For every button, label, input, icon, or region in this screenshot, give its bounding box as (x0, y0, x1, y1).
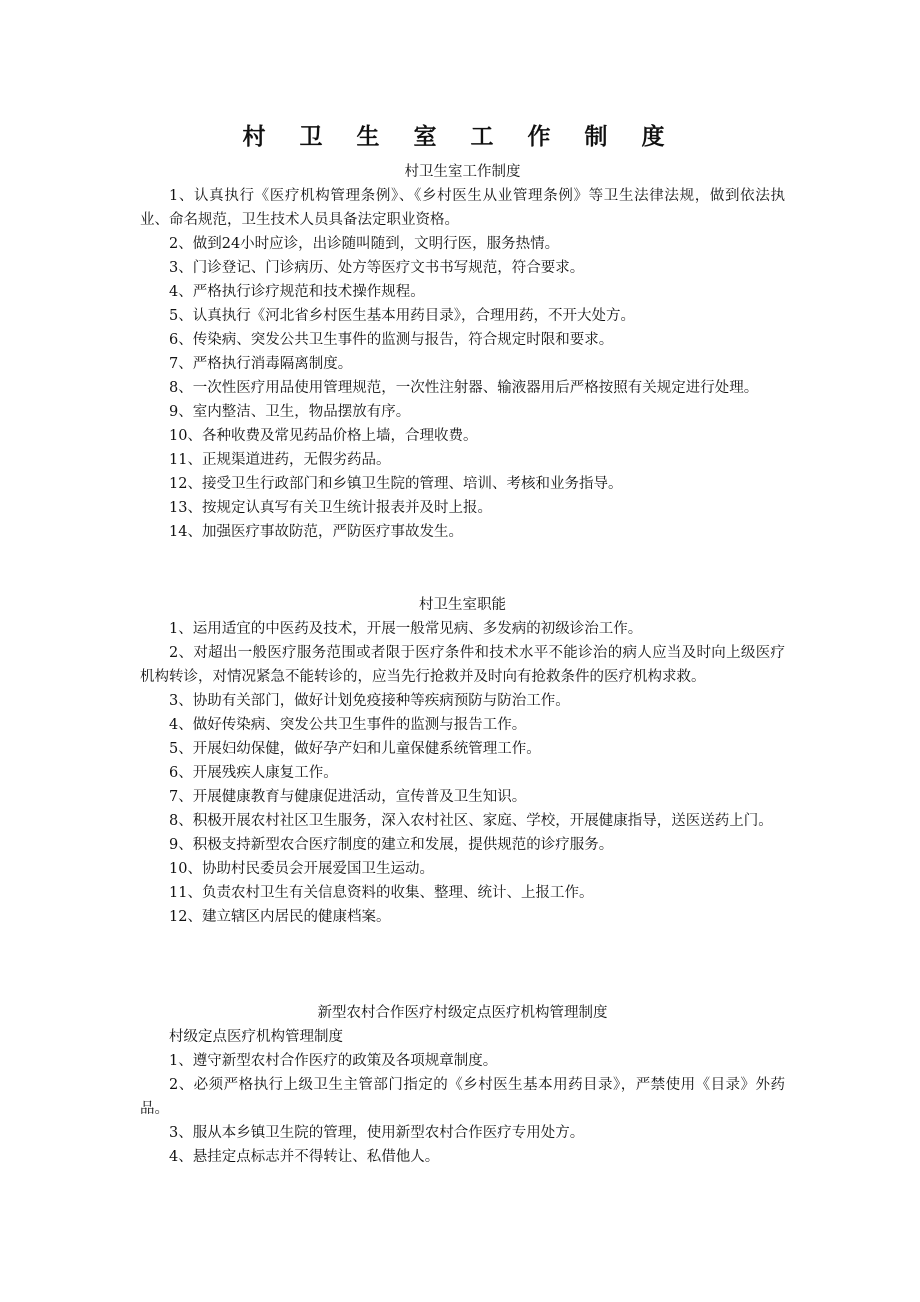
list-item: 3、门诊登记、门诊病历、处方等医疗文书书写规范，符合要求。 (169, 260, 585, 276)
section-functions (140, 593, 785, 929)
list-item: 5、开展妇幼保健，做好孕产妇和儿童保健系统管理工作。 (169, 741, 541, 757)
list-item: 5、认真执行《河北省乡村医生基本用药目录》，合理用药，不开大处方。 (169, 308, 635, 324)
list-item: 8、积极开展农村社区卫生服务，深入农村社区、家庭、学校，开展健康指导，送医送药上门。 (169, 813, 773, 829)
list-item: 12、建立辖区内居民的健康档案。 (169, 909, 391, 925)
section-designated-institution-rules (140, 1001, 785, 1169)
list-item: 9、室内整洁、卫生，物品摆放有序。 (169, 404, 411, 420)
list-item: 1、遵守新型农村合作医疗的政策及各项规章制度。 (169, 1053, 498, 1069)
list-item: 9、积极支持新型农合医疗制度的建立和发展，提供规范的诊疗服务。 (169, 837, 614, 853)
section-heading: 村卫生室工作制度 (404, 164, 521, 180)
list-item: 7、开展健康教育与健康促进活动，宣传普及卫生知识。 (169, 789, 527, 805)
list-item: 3、协助有关部门，做好计划免疫接种等疾病预防与防治工作。 (169, 693, 570, 709)
list-item: 2、必须严格执行上级卫生主管部门指定的《乡村医生基本用药目录》，严禁使用《目录》外药品。 (140, 1077, 785, 1117)
list-item: 14、加强医疗事故防范，严防医疗事故发生。 (169, 524, 463, 540)
list-item: 11、正规渠道进药，无假劣药品。 (169, 452, 391, 468)
list-item: 2、对超出一般医疗服务范围或者限于医疗条件和技术水平不能诊治的病人应当及时向上级医疗机构转诊，对情况紧急不能转诊的，应当先行抢救并及时向有抢救条件的医疗机构求救。 (140, 645, 785, 685)
list-item: 3、服从本乡镇卫生院的管理，使用新型农村合作医疗专用处方。 (169, 1125, 585, 1141)
list-item: 8、一次性医疗用品使用管理规范，一次性注射器、输液器用后严格按照有关规定进行处理。 (169, 380, 759, 396)
list-item: 4、严格执行诊疗规范和技术操作规程。 (169, 284, 425, 300)
section-work-rules (140, 160, 785, 544)
document-title: 村 卫 生 室 工 作 制 度 (242, 123, 678, 150)
list-item: 4、做好传染病、突发公共卫生事件的监测与报告工作。 (169, 717, 527, 733)
list-item: 11、负责农村卫生有关信息资料的收集、整理、统计、上报工作。 (169, 885, 594, 901)
list-item: 10、协助村民委员会开展爱国卫生运动。 (169, 861, 434, 877)
section-subheading: 村级定点医疗机构管理制度 (169, 1029, 343, 1045)
list-item: 13、按规定认真写有关卫生统计报表并及时上报。 (169, 500, 492, 516)
list-item: 2、做到24小时应诊，出诊随叫随到，文明行医，服务热情。 (169, 236, 560, 252)
list-item: 7、严格执行消毒隔离制度。 (169, 356, 353, 372)
list-item: 1、运用适宜的中医药及技术，开展一般常见病、多发病的初级诊治工作。 (169, 621, 643, 637)
list-item: 10、各种收费及常见药品价格上墙，合理收费。 (169, 428, 478, 444)
list-item: 1、认真执行《医疗机构管理条例》、《乡村医生从业管理条例》等卫生法律法规，做到依法执业、命名规范，卫生技术人员具备法定职业资格。 (140, 188, 785, 228)
list-item: 12、接受卫生行政部门和乡镇卫生院的管理、培训、考核和业务指导。 (169, 476, 623, 492)
section-heading: 村卫生室职能 (419, 597, 506, 613)
section-heading: 新型农村合作医疗村级定点医疗机构管理制度 (317, 1005, 608, 1021)
list-item: 6、开展残疾人康复工作。 (169, 765, 338, 781)
list-item: 6、传染病、突发公共卫生事件的监测与报告，符合规定时限和要求。 (169, 332, 614, 348)
list-item: 4、悬挂定点标志并不得转让、私借他人。 (169, 1149, 440, 1165)
